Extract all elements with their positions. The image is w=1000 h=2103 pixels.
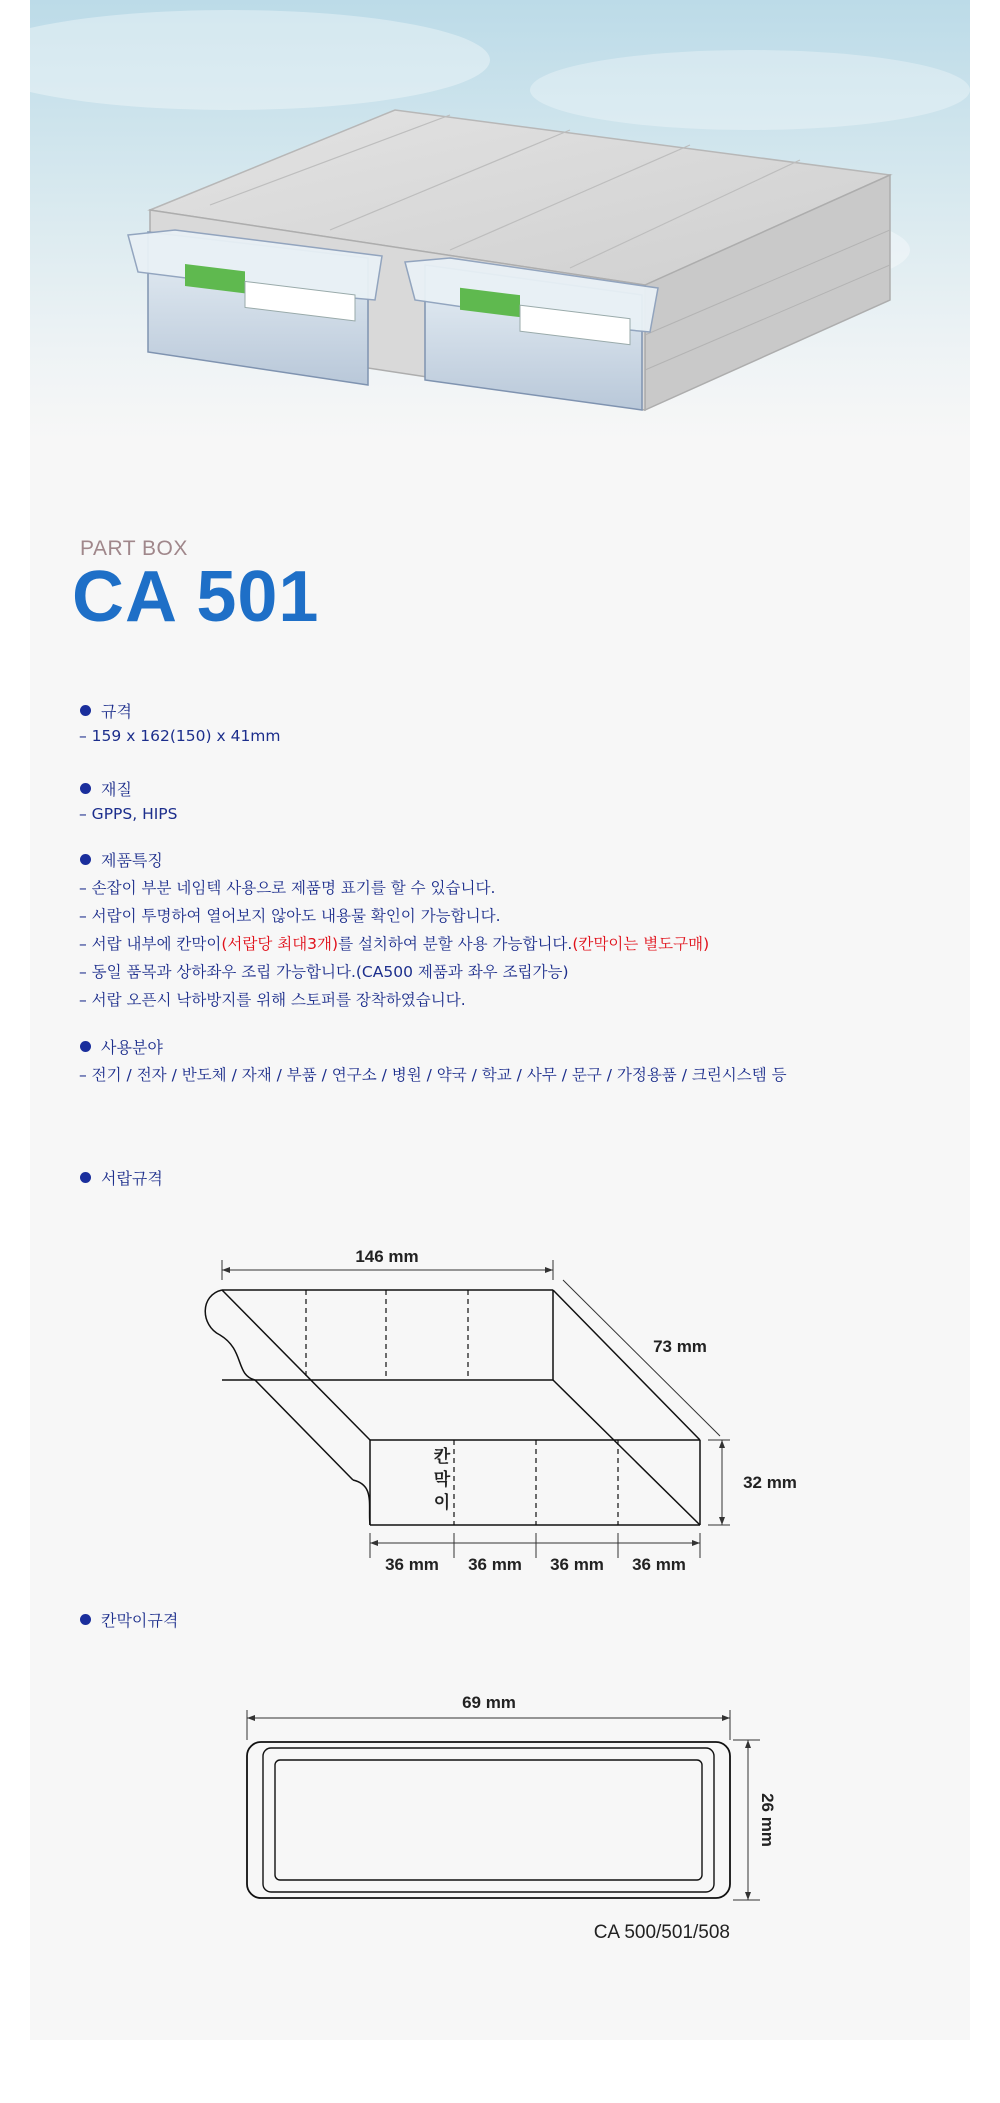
product-category: PART BOX — [80, 537, 188, 560]
compatible-models: CA 500/501/508 — [593, 1922, 730, 1943]
drawer-diagram — [30, 1240, 970, 1580]
bullet-icon — [80, 705, 91, 716]
divider-width-label: 69 mm — [462, 1693, 516, 1712]
drawer-spec-title — [80, 1166, 163, 1189]
drawer-division-label: 36 mm — [550, 1555, 604, 1574]
drawer-depth-label: 73 mm — [653, 1337, 707, 1356]
spec-title-text: 재질 — [101, 780, 132, 799]
bullet-icon — [80, 1172, 91, 1183]
feature-line: – 손잡이 부분 네임텍 사용으로 제품명 표기를 할 수 있습니다. — [79, 879, 496, 897]
spec-title-text: 사용분야 — [101, 1038, 163, 1057]
spec-title-usage — [80, 1035, 163, 1058]
feature-line: – 서랍 내부에 칸막이(서랍당 최대3개)를 설치하여 분할 사용 가능합니다.(칸막이는 별도구매) — [79, 935, 710, 953]
divider-height-label: 26 mm — [758, 1793, 777, 1847]
product-model: CA 501 — [72, 557, 320, 637]
drawer-division-label: 36 mm — [468, 1555, 522, 1574]
usage-line: – 전기 / 전자 / 반도체 / 자재 / 부품 / 연구소 / 병원 / 약국 / 학교 / 사무 / 문구 / 가정용품 / 크린시스템 등 — [79, 1066, 787, 1084]
divider-spec-title — [80, 1608, 178, 1631]
spec-title-material — [80, 777, 132, 800]
drawer-spec-title-text: 서랍규격 — [101, 1169, 163, 1188]
product-photo — [30, 0, 970, 440]
divider-label: 막 — [433, 1470, 451, 1489]
feature-line: – 서랍이 투명하여 열어보지 않아도 내용물 확인이 가능합니다. — [79, 907, 501, 925]
spec-line: – GPPS, HIPS — [79, 805, 178, 823]
spec-title-size — [80, 699, 132, 722]
drawer-height-label: 32 mm — [743, 1473, 797, 1492]
product-panel — [30, 0, 970, 2040]
spec-line: – 159 x 162(150) x 41mm — [79, 727, 281, 745]
bullet-icon — [80, 1614, 91, 1625]
bullet-icon — [80, 1041, 91, 1052]
divider-diagram — [30, 1680, 970, 1960]
bullet-icon — [80, 854, 91, 865]
divider-label: 칸 — [433, 1447, 451, 1466]
drawer-division-label: 36 mm — [385, 1555, 439, 1574]
spec-title-text: 제품특징 — [101, 851, 163, 870]
drawer-division-label: 36 mm — [632, 1555, 686, 1574]
feature-line: – 동일 품목과 상하좌우 조립 가능합니다.(CA500 제품과 좌우 조립가능) — [79, 963, 569, 981]
spec-title-features — [80, 848, 163, 871]
feature-line: – 서랍 오픈시 낙하방지를 위해 스토퍼를 장착하였습니다. — [79, 991, 466, 1009]
bullet-icon — [80, 783, 91, 794]
divider-spec-title-text: 칸막이규격 — [101, 1611, 179, 1630]
drawer-width-label: 146 mm — [355, 1247, 419, 1266]
spec-title-text: 규격 — [101, 702, 132, 721]
divider-label: 이 — [433, 1493, 451, 1512]
